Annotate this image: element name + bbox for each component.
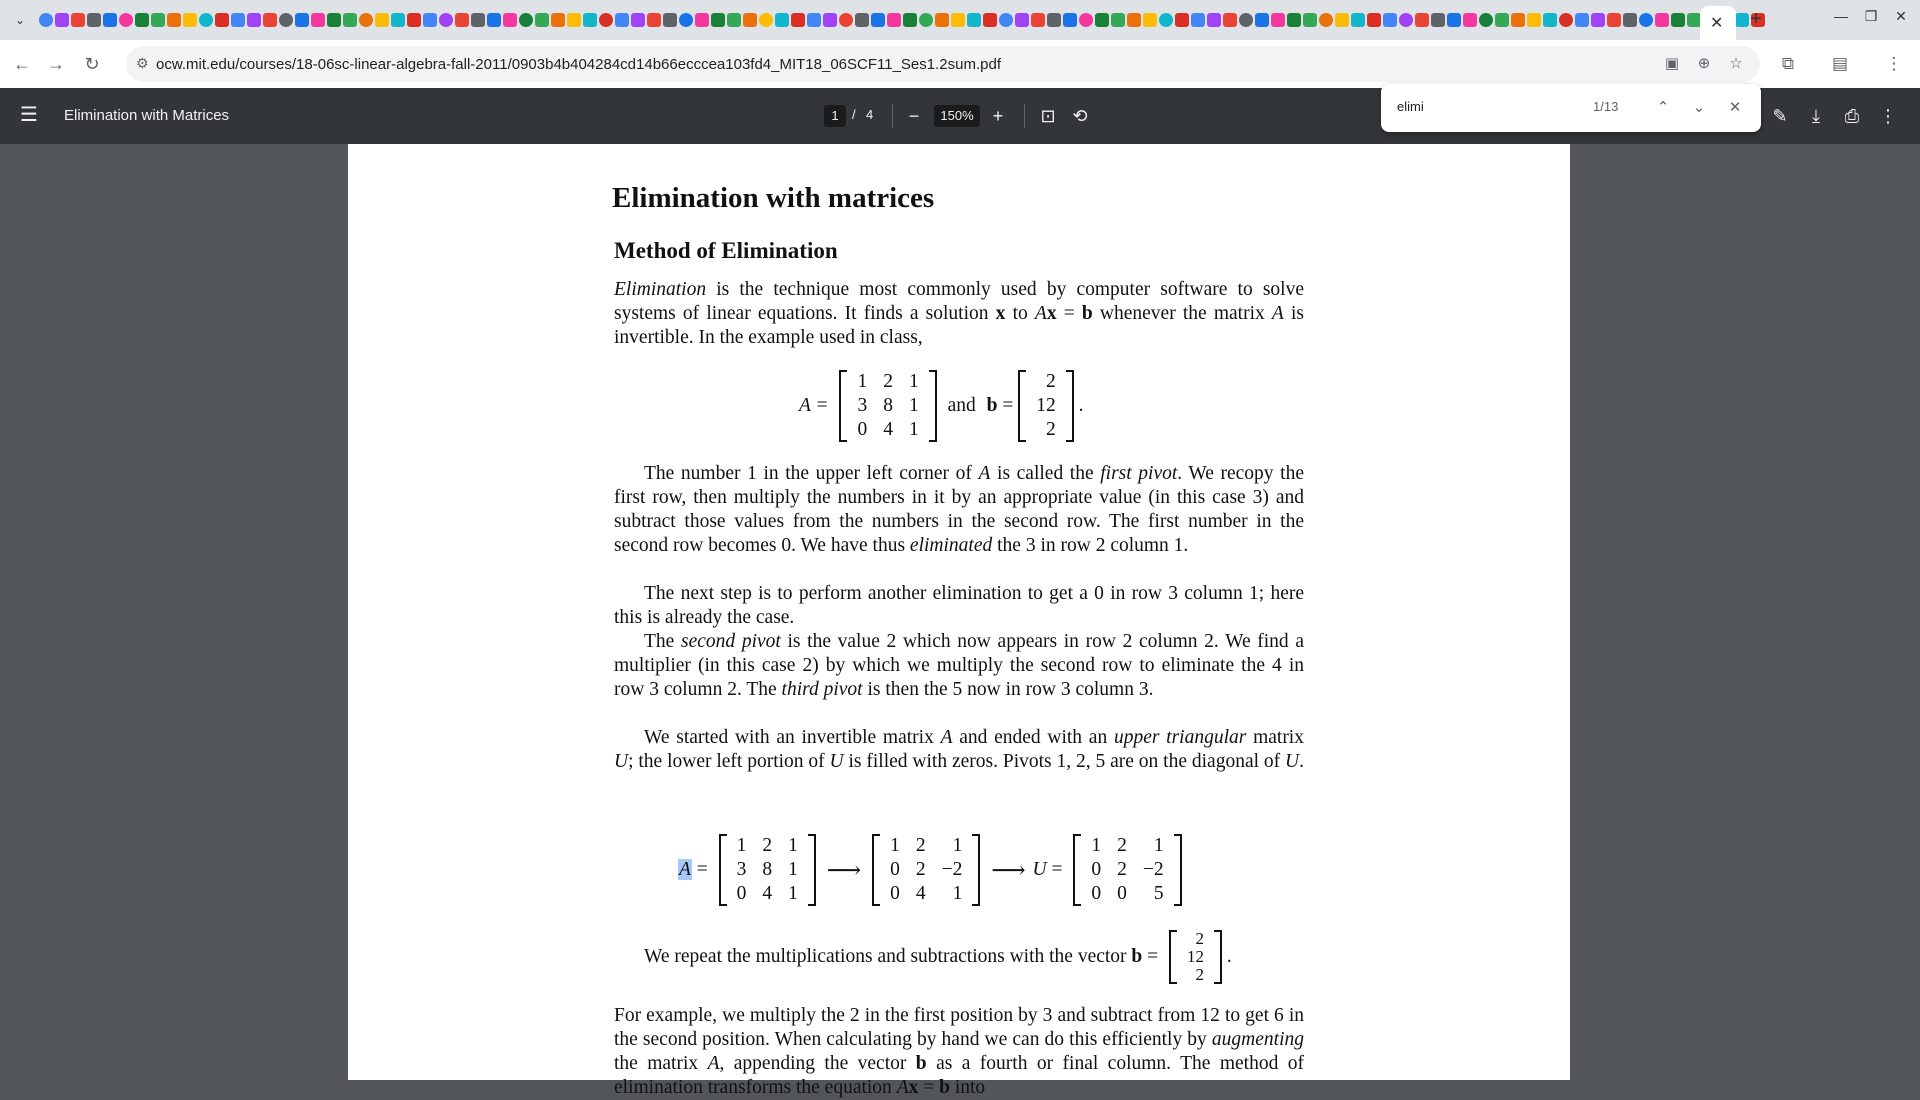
zoom-out-button[interactable]: −	[908, 106, 920, 126]
tab-favicon-icon[interactable]	[1191, 13, 1205, 27]
tab-favicon-icon[interactable]	[1559, 13, 1573, 27]
tab-favicon-icon[interactable]	[71, 13, 85, 27]
matrix-cell: 0	[1091, 883, 1102, 904]
tab-favicon-icon[interactable]	[295, 13, 309, 27]
vector-b	[1018, 370, 1074, 442]
matrix-cell: 8	[883, 395, 893, 416]
tab-search-chevron-icon[interactable]: ⌄	[14, 13, 26, 27]
paragraph-repeat-with-b: We repeat the multiplications and subtractions with the vector b = 2 12 2 .	[644, 929, 1232, 984]
tab-favicon-icon[interactable]	[887, 13, 901, 27]
browser-toolbar	[0, 40, 1920, 89]
tab-favicon-icon[interactable]	[439, 13, 453, 27]
tab-favicon-icon[interactable]	[1399, 13, 1413, 27]
matrix-cell: 3	[736, 859, 747, 880]
paragraph-upper-triangular: We started with an invertible matrix A and ended with an upper triangular matrix U; the lower left portion of U is filled with zeros. Pivots 1, 2, 5 are on the diagonal of U.	[614, 727, 1304, 772]
divider	[892, 104, 893, 128]
tab-favicon-icon[interactable]	[1639, 13, 1653, 27]
matrix-cell: 1	[1153, 835, 1164, 856]
tab-favicons[interactable]	[38, 0, 1698, 40]
find-bar	[1381, 84, 1761, 132]
paragraph-intro: Elimination is the technique most commonly used by computer software to solve systems of linear equations. It finds a solution x to Ax = b whenever the matrix A is invertible. In the example used in class,	[614, 279, 1304, 348]
tab-favicon-icon[interactable]	[1287, 13, 1301, 27]
tab-favicon-icon[interactable]	[823, 13, 837, 27]
tab-favicon-icon[interactable]	[1511, 13, 1525, 27]
matrix-cell: 2	[762, 835, 773, 856]
matrix-cell: 1	[952, 835, 963, 856]
tab-favicon-icon[interactable]	[1223, 13, 1237, 27]
tab-favicon-icon[interactable]	[183, 13, 197, 27]
tab-favicon-icon[interactable]	[1175, 13, 1189, 27]
tab-favicon-icon[interactable]	[1495, 13, 1509, 27]
matrix-cell: 2	[1195, 965, 1205, 984]
pdf-title: Elimination with Matrices	[64, 107, 230, 124]
tab-favicon-icon[interactable]	[1415, 13, 1429, 27]
matrix-cell: 4	[762, 883, 773, 904]
tab-favicon-icon[interactable]	[151, 13, 165, 27]
matrix-cell: 1	[788, 883, 798, 904]
tab-favicon-icon[interactable]	[983, 13, 997, 27]
matrix-cell: 0	[736, 883, 747, 904]
matrix-cell: 3	[857, 395, 868, 416]
pdf-more-options-icon[interactable]: ⋮	[1879, 106, 1897, 126]
pdf-reader-icon[interactable]: ▣	[1664, 55, 1680, 72]
matrix-cell: 2	[1045, 371, 1056, 392]
matrix-cell: 8	[762, 859, 773, 880]
paragraph-next-step: The next step is to perform another elimination to get a 0 in row 3 column 1; here this is already the case.	[614, 583, 1304, 628]
rotate-icon[interactable]: ⟲	[1072, 106, 1088, 126]
print-icon[interactable]: ⎙	[1844, 106, 1860, 126]
matrix-cell: 1	[908, 371, 919, 392]
tab-favicon-icon[interactable]	[1463, 13, 1477, 27]
matrix-cell: 2	[1195, 929, 1205, 948]
matrix-cell: 1	[952, 883, 963, 904]
tab-favicon-icon[interactable]	[935, 13, 949, 27]
download-icon[interactable]: ⤓	[1812, 106, 1820, 126]
tab-favicon-icon[interactable]	[471, 13, 485, 27]
tab-favicon-icon[interactable]	[1671, 13, 1685, 27]
tab-favicon-icon[interactable]	[1207, 13, 1221, 27]
new-tab-button[interactable]: +	[1750, 8, 1762, 30]
matrix-cell: 2	[1045, 419, 1056, 440]
pdf-page	[348, 144, 1570, 1098]
tab-favicon-icon[interactable]	[199, 13, 213, 27]
tab-favicon-icon[interactable]	[1575, 13, 1589, 27]
tab-favicon-icon[interactable]	[1015, 13, 1029, 27]
tab-favicon-icon[interactable]	[1271, 13, 1285, 27]
reload-icon[interactable]: ↻	[84, 54, 100, 74]
tab-favicon-icon[interactable]	[1159, 13, 1173, 27]
matrix-cell: 2	[915, 859, 926, 880]
zoom-in-button[interactable]: +	[992, 106, 1004, 126]
matrix-U	[1073, 834, 1181, 906]
tab-favicon-icon[interactable]	[1047, 13, 1061, 27]
find-input[interactable]: elimi	[1397, 99, 1424, 114]
tab-favicon-icon[interactable]	[487, 13, 501, 27]
equation-elimination-steps: A = 1 2 1 3 8 1 0 4 1 ⟶ 1 2 1 0 2 −2 0 4 1 ⟶ U = 1 2 1 0 2 −2 0 0 5	[672, 834, 1182, 906]
tab-favicon-icon[interactable]	[247, 13, 261, 27]
equation-A-and-b: A = 1 2 1 3 8 1 0 4 1 and b = 2 12 2 .	[799, 371, 1084, 440]
matrix-cell: 1	[857, 371, 868, 392]
divider	[1024, 104, 1025, 128]
tab-favicon-icon[interactable]	[1079, 13, 1093, 27]
tab-favicon-icon[interactable]	[631, 13, 645, 27]
tab-favicon-icon[interactable]	[263, 13, 277, 27]
tab-favicon-icon[interactable]	[1383, 13, 1397, 27]
matrix-cell: −2	[941, 859, 963, 880]
tab-favicon-icon[interactable]	[1367, 13, 1381, 27]
matrix-cell: 1	[1091, 835, 1102, 856]
tab-favicon-icon[interactable]	[87, 13, 101, 27]
tab-favicon-icon[interactable]	[1031, 13, 1045, 27]
find-match-count: 1/13	[1593, 99, 1619, 114]
tab-favicon-icon[interactable]	[567, 13, 581, 27]
zoom-level-input[interactable]: 150%	[934, 105, 980, 127]
reading-list-icon[interactable]: ▤	[1831, 54, 1849, 73]
tab-favicon-icon[interactable]	[583, 13, 597, 27]
tab-favicon-icon[interactable]	[1095, 13, 1109, 27]
tab-favicon-icon[interactable]	[231, 13, 245, 27]
tab-favicon-icon[interactable]	[1447, 13, 1461, 27]
bookmark-star-icon[interactable]: ☆	[1729, 55, 1743, 72]
tab-favicon-icon[interactable]	[39, 13, 53, 27]
paragraph-first-pivot: The number 1 in the upper left corner of A is called the first pivot. We recopy the first row, then multiply the numbers in it by an appropriate value (in this case 3) and subtract those values from the numbers in the second row. The first number in the second row becomes 0. We have thus eliminated the 3 in row 2 column 1.	[614, 463, 1304, 556]
site-info-icon[interactable]: ⚙	[136, 55, 149, 71]
fit-page-icon[interactable]: ⊡	[1040, 106, 1056, 126]
close-window-icon[interactable]: ✕	[1895, 8, 1907, 24]
tab-favicon-icon[interactable]	[615, 13, 629, 27]
tab-favicon-icon[interactable]	[1607, 13, 1621, 27]
matrix-cell: 0	[857, 419, 868, 440]
matrix-cell: 0	[1117, 883, 1127, 904]
matrix-cell: 0	[890, 859, 900, 880]
tab-favicon-icon[interactable]	[919, 13, 933, 27]
annotate-pen-icon[interactable]: ✎	[1772, 106, 1788, 126]
matrix-cell: 2	[1117, 859, 1127, 880]
matrix-cell: 12	[1187, 947, 1205, 966]
restore-icon[interactable]: ❐	[1864, 8, 1878, 24]
document-title: Elimination with matrices	[612, 182, 935, 214]
tab-favicon-icon[interactable]	[215, 13, 229, 27]
tab-favicon-icon[interactable]	[1687, 13, 1701, 27]
tab-favicon-icon[interactable]	[391, 13, 405, 27]
tab-favicon-icon[interactable]	[423, 13, 437, 27]
matrix-cell: 0	[890, 883, 900, 904]
matrix-cell: 1	[736, 835, 747, 856]
page-total: 4	[866, 107, 874, 122]
tab-favicon-icon[interactable]	[311, 13, 325, 27]
find-highlight: A	[679, 859, 691, 880]
find-next-icon[interactable]: ⌄	[1692, 99, 1706, 116]
matrix-cell: 1	[890, 835, 900, 856]
matrix-cell: 4	[915, 883, 926, 904]
tab-favicon-icon[interactable]	[1303, 13, 1317, 27]
active-tab[interactable]	[1700, 6, 1736, 40]
matrix-cell: 2	[915, 835, 926, 856]
tab-favicon-icon[interactable]	[663, 13, 677, 27]
tab-favicon-icon[interactable]	[103, 13, 117, 27]
tab-favicon-icon[interactable]	[599, 13, 613, 27]
tab-favicon-icon[interactable]	[455, 13, 469, 27]
tab-favicon-icon[interactable]	[119, 13, 133, 27]
tab-favicon-icon[interactable]	[1655, 13, 1669, 27]
tab-favicon-icon[interactable]	[1143, 13, 1157, 27]
matrix-cell: 2	[1117, 835, 1127, 856]
matrix-cell: 12	[1036, 395, 1056, 416]
tab-favicon-icon[interactable]	[551, 13, 565, 27]
matrix-cell: 1	[788, 835, 798, 856]
tab-favicon-icon[interactable]	[903, 13, 917, 27]
tab-favicon-icon[interactable]	[1127, 13, 1141, 27]
tab-favicon-icon[interactable]	[1527, 13, 1541, 27]
matrix-cell: 2	[883, 371, 893, 392]
tab-favicon-icon[interactable]	[1431, 13, 1445, 27]
tab-favicon-icon[interactable]	[359, 13, 373, 27]
browser-menu-icon[interactable]: ⋮	[1885, 54, 1903, 73]
matrix-cell: 1	[908, 419, 919, 440]
tab-favicon-icon[interactable]	[1623, 13, 1637, 27]
tab-favicon-icon[interactable]	[167, 13, 181, 27]
tab-favicon-icon[interactable]	[695, 13, 709, 27]
tab-favicon-icon[interactable]	[871, 13, 885, 27]
tab-strip	[0, 0, 1920, 40]
section-heading: Method of Elimination	[614, 238, 838, 263]
tab-favicon-icon[interactable]	[807, 13, 821, 27]
tab-favicon-icon[interactable]	[1319, 13, 1333, 27]
page-number-input[interactable]: 1	[824, 105, 846, 127]
tab-favicon-icon[interactable]	[1063, 13, 1077, 27]
matrix-cell: 0	[1091, 859, 1102, 880]
tab-favicon-icon[interactable]	[1479, 13, 1493, 27]
zoom-icon[interactable]: ⊕	[1697, 55, 1711, 72]
extensions-icon[interactable]: ⧉	[1781, 54, 1795, 73]
tab-favicon-icon[interactable]	[503, 13, 517, 27]
tab-favicon-icon[interactable]	[1591, 13, 1605, 27]
tab-favicon-icon[interactable]	[1111, 13, 1125, 27]
back-icon[interactable]: ←	[13, 54, 31, 74]
tab-favicon-icon[interactable]	[279, 13, 293, 27]
tab-favicon-icon[interactable]	[775, 13, 789, 27]
tab-favicon-icon[interactable]	[743, 13, 757, 27]
tab-favicon-icon[interactable]	[951, 13, 965, 27]
tab-favicon-icon[interactable]	[1335, 13, 1349, 27]
close-tab-icon[interactable]: ✕	[1710, 15, 1724, 32]
paragraph-second-pivot: The second pivot is the value 2 which now appears in row 2 column 2. We find a multiplier (in this case 2) by which we multiply the second row to eliminate the 4 in row 3 column 2. The third pivot is then the 5 now in row 3 column 3.	[614, 631, 1304, 700]
minimize-icon[interactable]: —	[1834, 8, 1848, 24]
tab-favicon-icon[interactable]	[343, 13, 357, 27]
matrix-A-step0	[719, 834, 816, 906]
tab-favicon-icon[interactable]	[647, 13, 661, 27]
matrix-step1	[872, 834, 980, 906]
find-close-icon[interactable]: ✕	[1728, 99, 1742, 116]
tab-favicon-icon[interactable]	[1351, 13, 1365, 27]
tab-favicon-icon[interactable]	[375, 13, 389, 27]
page-separator: /	[852, 107, 856, 122]
tab-favicon-icon[interactable]	[679, 13, 693, 27]
tab-favicon-icon[interactable]	[711, 13, 725, 27]
tab-favicon-icon[interactable]	[855, 13, 869, 27]
tab-favicon-icon[interactable]	[1239, 13, 1253, 27]
vector-b-repeat	[1169, 930, 1222, 984]
tab-favicon-icon[interactable]	[135, 13, 149, 27]
tab-favicon-icon[interactable]	[327, 13, 341, 27]
tab-favicon-icon[interactable]	[791, 13, 805, 27]
tab-favicon-icon[interactable]	[839, 13, 853, 27]
address-bar[interactable]	[126, 46, 1760, 82]
tab-favicon-icon[interactable]	[407, 13, 421, 27]
tab-favicon-icon[interactable]	[519, 13, 533, 27]
forward-icon[interactable]: →	[47, 54, 65, 74]
tab-favicon-icon[interactable]	[1255, 13, 1269, 27]
matrix-cell: 5	[1153, 883, 1164, 904]
find-previous-icon[interactable]: ⌃	[1656, 99, 1670, 116]
url-text[interactable]: ocw.mit.edu/courses/18-06sc-linear-algebra-fall-2011/0903b4b404284cd14b66ecccea103fd4_MIT18_06SCF11_Ses1.2sum.pdf	[156, 56, 1001, 73]
tab-favicon-icon[interactable]	[727, 13, 741, 27]
matrix-cell: 1	[788, 859, 798, 880]
matrix-A	[839, 370, 936, 442]
tab-favicon-icon[interactable]	[999, 13, 1013, 27]
hamburger-menu-icon[interactable]: ☰	[20, 104, 38, 126]
matrix-cell: −2	[1142, 859, 1164, 880]
tab-favicon-icon[interactable]	[967, 13, 981, 27]
tab-favicon-icon[interactable]	[55, 13, 69, 27]
tab-favicon-icon[interactable]	[759, 13, 773, 27]
tab-favicon-icon[interactable]	[535, 13, 549, 27]
tab-favicon-icon[interactable]	[1543, 13, 1557, 27]
paragraph-augmenting: For example, we multiply the 2 in the first position by 3 and subtract from 12 to get 6 in the second position. When calculating by hand we can do this efficiently by augmenting the matrix A, appending the vector b as a fourth or final column. The method of elimination transforms the equation Ax = b into	[614, 1005, 1304, 1098]
matrix-cell: 1	[908, 395, 919, 416]
matrix-cell: 4	[883, 419, 893, 440]
